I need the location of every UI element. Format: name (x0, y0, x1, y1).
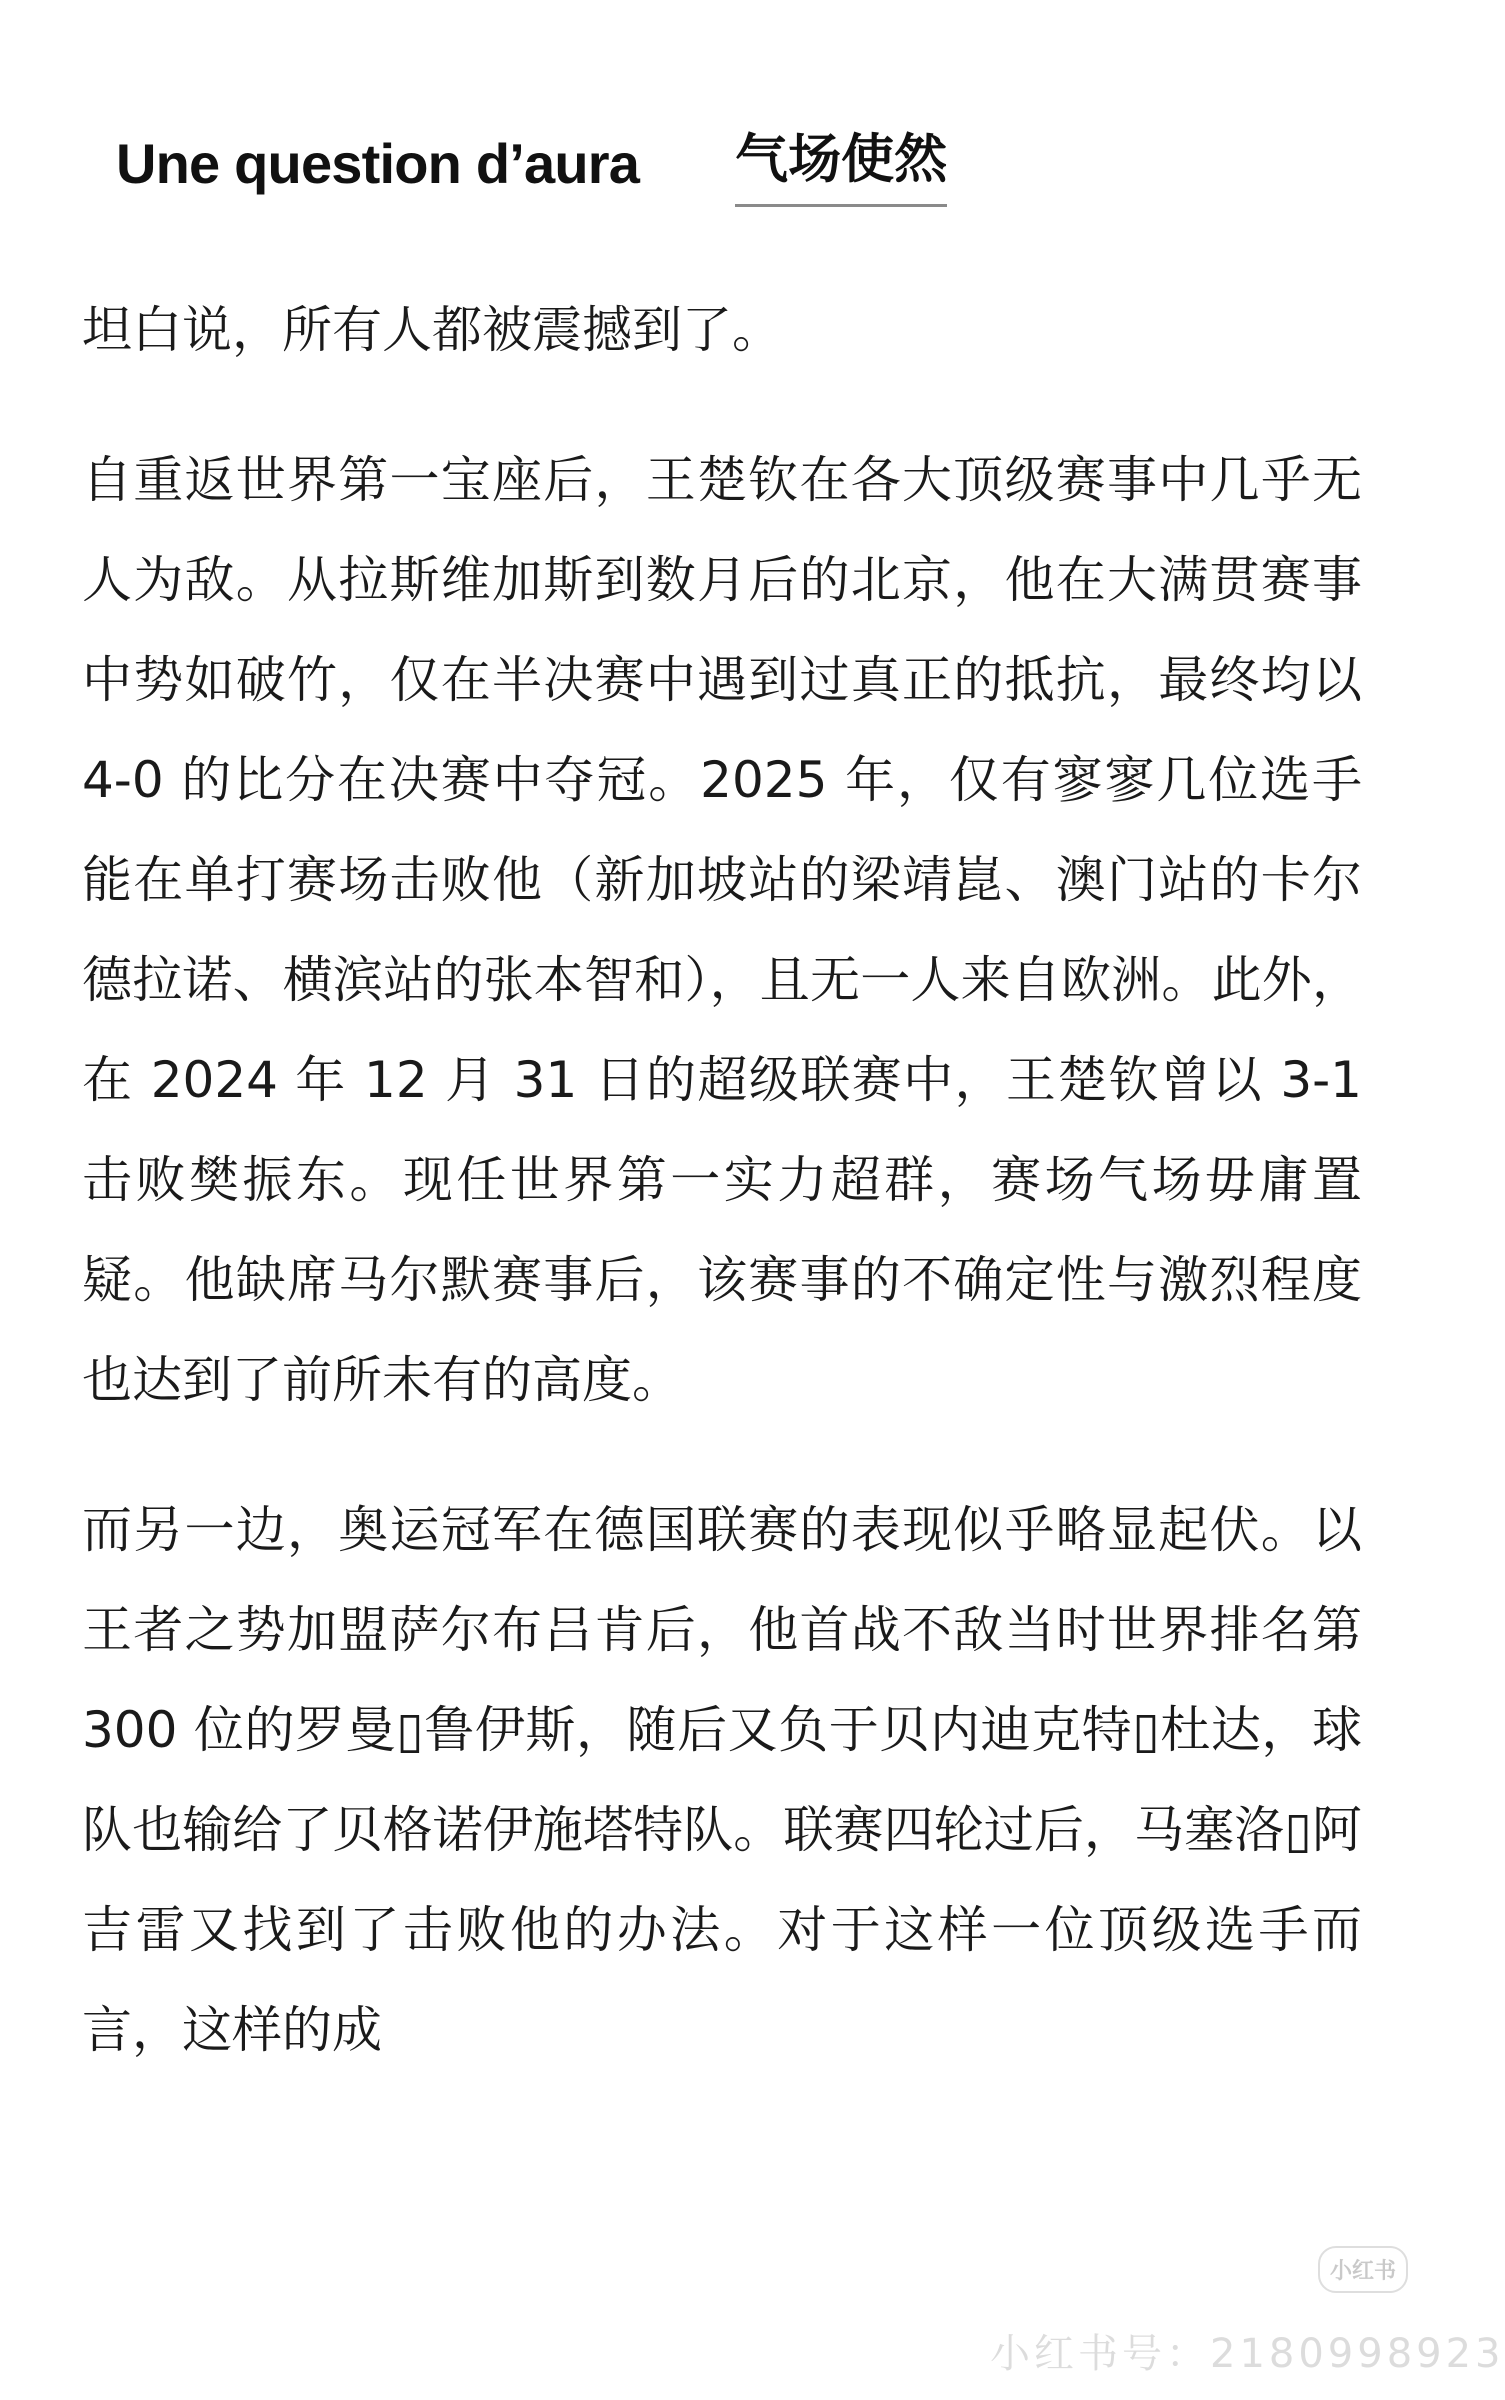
watermark-id: 小红书号：2180998923 (990, 2331, 1505, 2377)
paragraph-3: 而另一边，奥运冠军在德国联赛的表现似乎略显起伏。以王者之势加盟萨尔布吕肯后，他首战不敌当时世界排名第 300 位的罗曼▯鲁伊斯，随后又负于贝内迪克特▯杜达，球队也输给了贝格诺伊施塔特队。联赛四轮过后，马塞洛▯阿吉雷又找到了击败他的办法。对于这样一位顶级选手而言，这样的成 (82, 1501, 1362, 2059)
article-header (116, 120, 947, 208)
article-body (82, 280, 1362, 2080)
title-french: Une question d’aura (116, 132, 640, 195)
title-chinese: 气场使然 (735, 120, 947, 207)
paragraph-1: 坦白说，所有人都被震撼到了。 (82, 301, 782, 359)
watermark-logo: 小红书 (1318, 2246, 1408, 2293)
paragraph-2: 自重返世界第一宝座后，王楚钦在各大顶级赛事中几乎无人为敌。从拉斯维加斯到数月后的北京，他在大满贯赛事中势如破竹，仅在半决赛中遇到过真正的抵抗，最终均以 4-0 的比分在决赛中夺冠。2025 年，仅有寥寥几位选手能在单打赛场击败他（新加坡站的梁靖崑、澳门站的卡尔德拉诺、横滨站的张本智和），且无一人来自欧洲。此外，在 2024 年 12 月 31 日的超级联赛中，王楚钦曾以 3-1 击败樊振东。现任世界第一实力超群，赛场气场毋庸置疑。他缺席马尔默赛事后，该赛事的不确定性与激烈程度也达到了前所未有的高度。 (82, 451, 1362, 1409)
